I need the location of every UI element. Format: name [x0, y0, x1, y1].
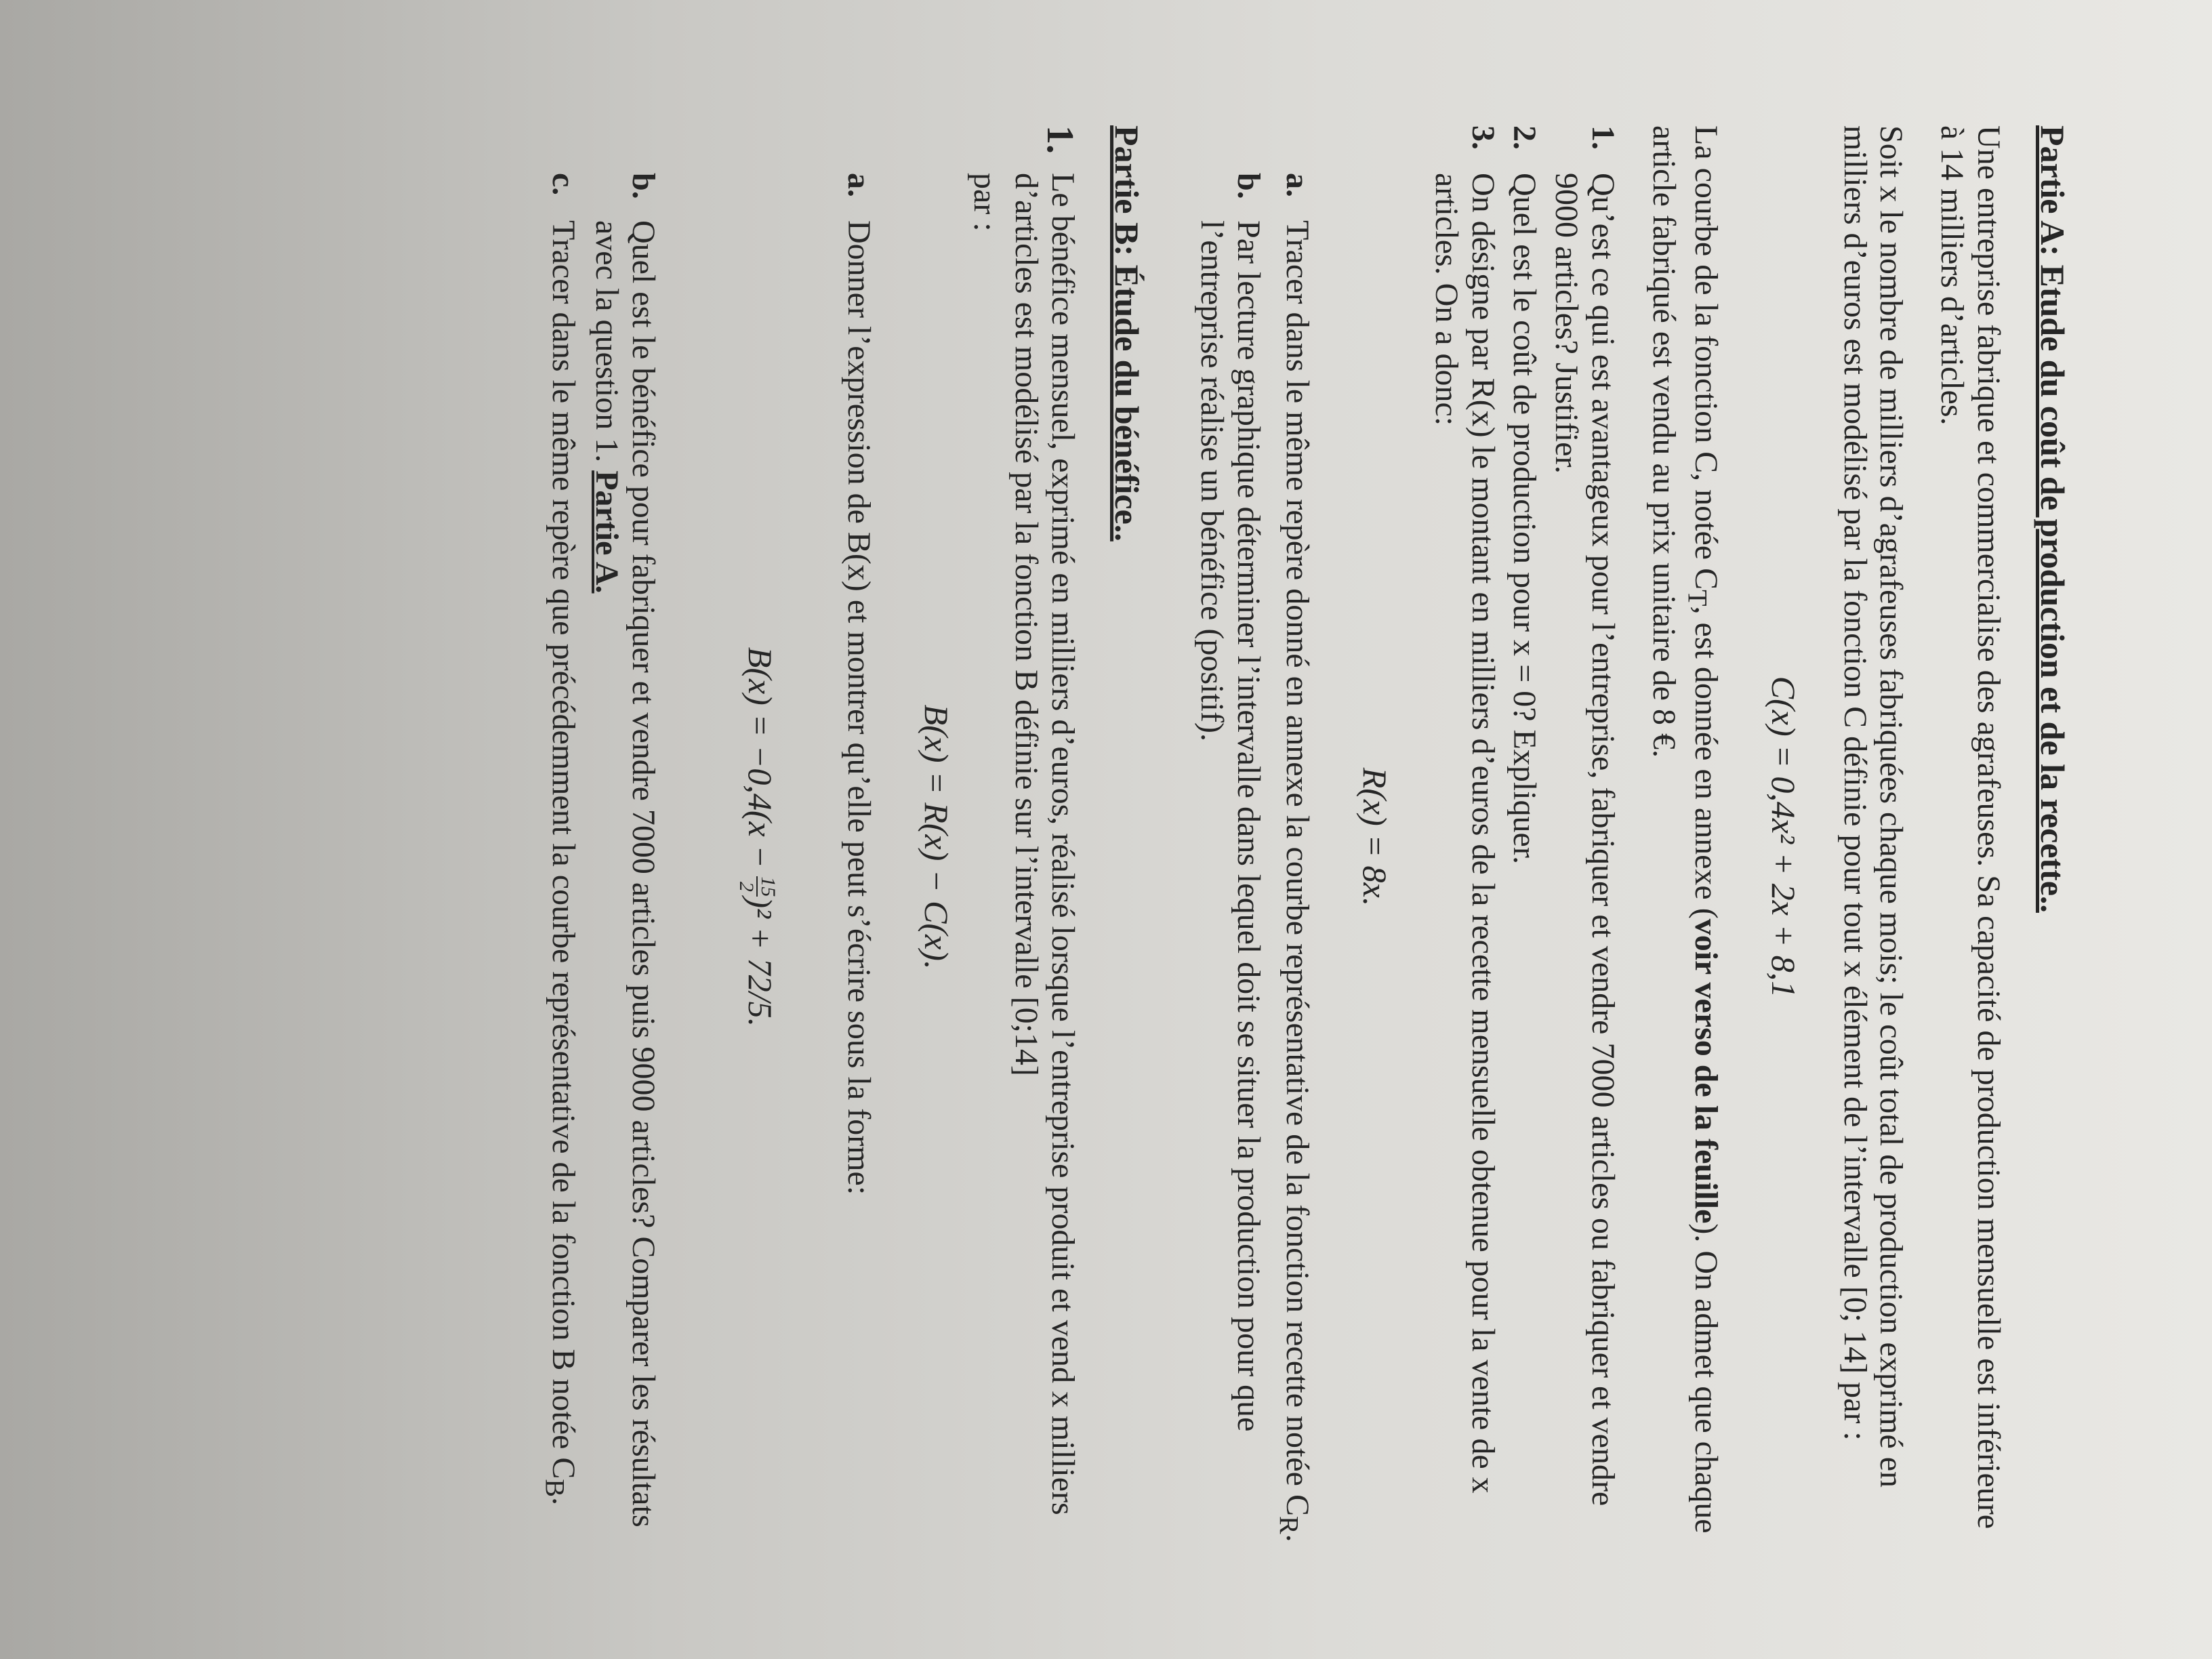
formula-benefit: B(x) = R(x) − C(x). — [917, 704, 956, 970]
question-b1b-bold: Partie A. — [588, 470, 625, 594]
question-a3-number: 3. — [1465, 125, 1501, 150]
question-a3-text: On désigne par R(x) le montant en milliers d’euros de la recette mensuelle obtenue pour la vente de x articles. On a donc: — [1428, 173, 1501, 1494]
formula-b2-start: B(x) = −0,4(x − — [741, 647, 780, 877]
question-b1a-text: Donner l’expression de B(x) et montrer qu’elle peut s’écrire sous la forme: — [840, 220, 877, 1195]
intro3-text-c: ). On admet que chaque article fabriqué est vendu au prix unitaire de 8 €. — [1645, 125, 1724, 1534]
formula-b2-numerator: 15 — [756, 876, 779, 897]
formula-b2-end: )² + 72/5. — [741, 897, 780, 1027]
question-b1c-letter: c. — [546, 173, 582, 196]
question-b1-par: par : — [966, 173, 1003, 232]
question-b1-text: Le bénéfice mensuel, exprimé en milliers d’euros, réalisé lorsque l’entreprise produit et vend x milliers d’articles est modélisé par la fonction B définie sur l’intervalle [0;14] — [1008, 173, 1082, 1515]
question-b1 — [1008, 125, 1082, 1549]
section-spacer — [1146, 125, 1187, 1549]
question-a3 — [1428, 125, 1501, 1549]
paper-sheet — [5, 24, 2207, 1637]
intro3-subscript: T — [1682, 590, 1713, 607]
question-b1b-text-main: Quel est le bénéfice pour fabriquer et vendre 7000 articles puis 9000 articles? Comparer les résultats avec la question 1. — [588, 220, 661, 1528]
question-a2-text: Quel est le coût de production pour x = 0? Expliquer. — [1507, 173, 1543, 865]
question-b1-number: 1. — [1039, 125, 1082, 154]
question-a2-number: 2. — [1507, 125, 1543, 150]
question-b1a-letter: a. — [840, 173, 877, 197]
question-a3a-text — [1273, 220, 1315, 1549]
question-a1-number: 1. — [1584, 125, 1621, 150]
question-a3a-text-main: Tracer dans le même repère donné en annexe la courbe représentative de la fonction recette notée C — [1279, 220, 1316, 1516]
intro3-bold: voir verso de la feuille — [1688, 918, 1724, 1224]
intro-paragraph-1: Une entreprise fabrique et commercialise des agrafeuses. Sa capacité de production mensuelle est inférieure à 14 milliers d’articles. — [1934, 125, 2007, 1530]
question-a3b-letter: b. — [1230, 173, 1267, 199]
question-b1c-text-main: Tracer dans le même repère que précédemment la courbe représentative de la fonction B notée C — [546, 220, 582, 1479]
question-b1c-text — [539, 220, 581, 1549]
question-b1c-text-end: . — [546, 1497, 582, 1506]
question-a3a-subscript: R — [1273, 1515, 1305, 1534]
question-b1b-text — [588, 220, 661, 1549]
question-b1b-letter: b. — [625, 173, 661, 199]
question-a1 — [1548, 125, 1621, 1549]
question-a3b — [1193, 173, 1267, 1549]
question-a1-text: Qu’est ce qui est avantageux pour l’entreprise, fabriquer et vendre 7000 articles ou fabriquer et vendre 9000 articles? Justifier. — [1549, 173, 1621, 1507]
formula-revenue: R(x) = 8x. — [1356, 767, 1395, 907]
question-a3a — [1273, 173, 1315, 1549]
intro-paragraph-2: Soit x le nombre de milliers d’agrafeuses fabriquées chaque mois; le coût total de production exprimé en milliers d’euros est modélisé par la fonction C définie pour tout x élément de l’intervalle [0; 14] par : — [1837, 125, 1910, 1488]
intro-paragraph-3 — [1645, 125, 1724, 1549]
part-a-title: Partie A: Etude du coût de production et de la recette.. — [2034, 125, 2072, 913]
question-a2 — [1507, 125, 1543, 1549]
question-b1b — [588, 173, 661, 1549]
formula-benefit-canonical — [736, 125, 780, 1549]
question-a3b-text: Par lecture graphique déterminer l’intervalle dans lequel doit se situer la production pour que l’entreprise réalise un bénéfice (positif). — [1193, 220, 1267, 1432]
question-a3a-letter: a. — [1279, 173, 1316, 197]
formula-cost: C(x) = 0,4x² + 2x + 8,1 — [1765, 676, 1803, 998]
intro3-text-b: , est donnée en annexe ( — [1688, 606, 1724, 919]
question-a3a-text-end: . — [1279, 1534, 1316, 1542]
intro3-text-a: La courbe de la fonction C, notée C — [1688, 125, 1724, 590]
part-b-title: Partie B: Étude du bénéfice.. — [1108, 125, 1147, 541]
question-b1a — [840, 173, 877, 1549]
formula-b2-fraction — [736, 876, 778, 897]
question-b1c-subscript: B — [539, 1479, 571, 1498]
formula-b2-denominator: 2 — [735, 881, 758, 892]
question-b1c — [539, 173, 581, 1549]
